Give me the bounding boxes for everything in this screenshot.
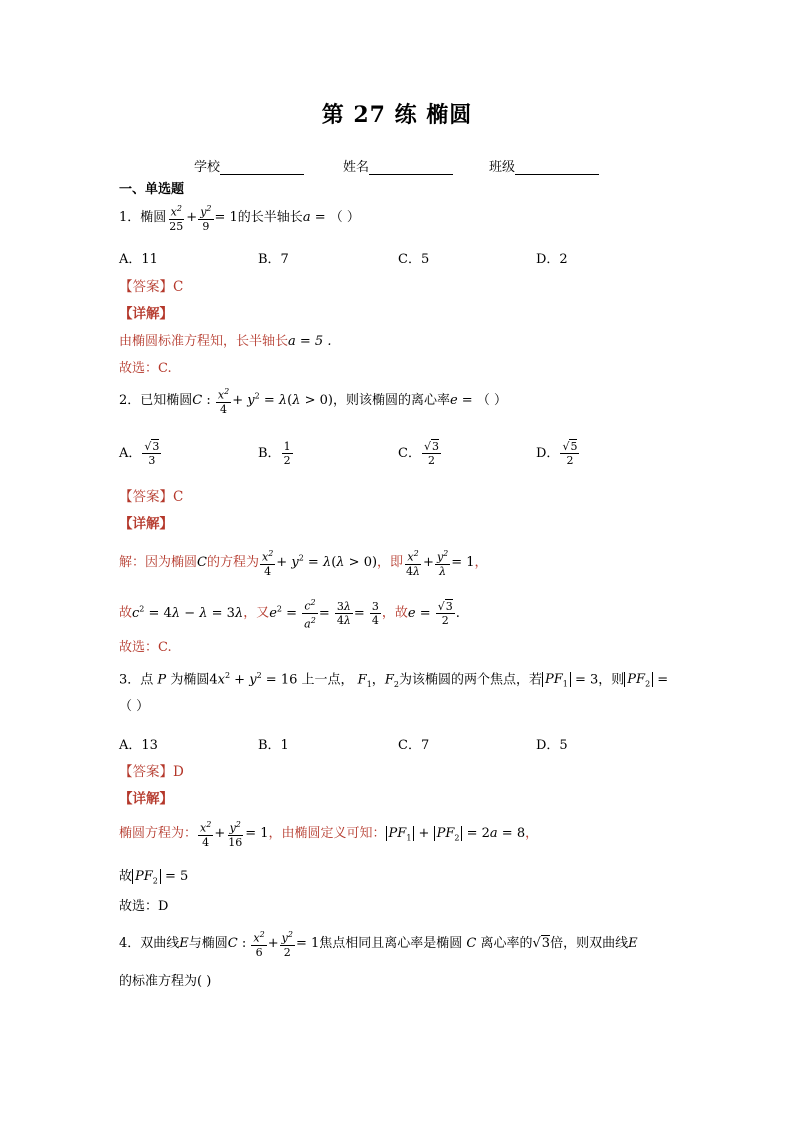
section-heading: 一、单选题 [119,182,185,197]
q1-answer: 【答案】C [119,279,184,295]
class-label: 班级 [489,160,516,175]
school-label: 学校 [194,160,221,175]
q2-option-a[interactable]: A． $\frac{√3}{3}$ [119,440,160,467]
q3-solution-line-1: 椭圆方程为： $\frac{x^2}{4}$ + $\frac{y^2}{16}$ = 1，由椭圆定义可知： $PF_1 + PF_2 = 2a = 8$， [119,820,539,849]
class-field [489,156,599,175]
q1-option-a[interactable]: A．11 [119,252,158,267]
question-4: 4．双曲线E与椭圆C : $\frac{x^2}{6}$ + $\frac{y^2}{2}$ = 1焦点相同且离心率是椭圆 C 离心率的√3倍，则双曲线E [119,930,638,959]
q3-option-b[interactable]: B．1 [258,738,289,753]
q1-choose: 故选：C. [119,361,172,376]
q2-detail-heading: 【详解】 [119,516,173,532]
q3-answer: 【答案】D [119,764,184,780]
q1-detail-heading: 【详解】 [119,306,173,322]
school-field [194,156,304,175]
q3-solution-line-2: 故 $PF_2 = 5$ [119,869,189,886]
question-3-paren: （ ） [119,699,150,714]
question-4-line-2: 的标准方程为( ) [119,974,212,989]
q2-solution-line-1: 解：因为椭圆C的方程为 $\frac{x^2}{4}$ + $y^2 = \lambda(\lambda > 0)$，即 $\frac{x^2}{4\lambda}$ + $\frac{y^2}{\lambda}$ = 1， [119,549,488,578]
q3-detail-heading: 【详解】 [119,791,173,807]
question-2: 2．已知椭圆C : $\frac{x^2}{4}$ + $y^2 = \lambda(\lambda > 0)$，则该椭圆的离心率e = （ ） [119,387,507,416]
q2-choose: 故选：C. [119,640,172,655]
name-blank [369,160,453,175]
q2-option-d[interactable]: D． $\frac{√5}{2}$ [536,440,578,467]
school-blank [220,160,304,175]
q2-option-b[interactable]: B． $\frac{1}{2}$ [258,440,291,467]
q1-option-c[interactable]: C．5 [398,252,430,267]
q1-option-d[interactable]: D．2 [536,252,568,267]
q3-option-a[interactable]: A．13 [119,738,158,753]
q3-choose: 故选：D [119,899,169,914]
question-1: 1．椭圆 $\frac{x^2}{25}$ + $\frac{y^2}{9}$ = 1的长半轴长a = （ ） [119,204,360,233]
q3-option-d[interactable]: D．5 [536,738,568,753]
q1-option-b[interactable]: B．7 [258,252,289,267]
class-blank [515,160,599,175]
q2-option-c[interactable]: C． $\frac{√3}{2}$ [398,440,439,467]
name-field [343,156,453,175]
page-title: 第 27 练 椭圆 [321,102,473,128]
q3-option-c[interactable]: C．7 [398,738,430,753]
name-label: 姓名 [343,160,370,175]
q2-solution-line-2: 故$c^2 = 4\lambda - \lambda = 3\lambda$，又$e^2$ = $\frac{c^2}{a^2}$ = $\frac{3\lambda}{4\lambda}$ = $\frac{3}{4}$ ，故e = $\frac{√3}{2}$ . [119,598,460,631]
q2-answer: 【答案】C [119,489,184,505]
q1-solution: 由椭圆标准方程知，长半轴长a = 5 . [119,334,332,349]
question-3: 3．点 P 为椭圆$4x^2 + y^2 = 16$ 上一点， $F_1$，$F_2$为该椭圆的两个焦点，若 $PF_1 = 3$，则 $PF_2$ = [119,671,669,689]
